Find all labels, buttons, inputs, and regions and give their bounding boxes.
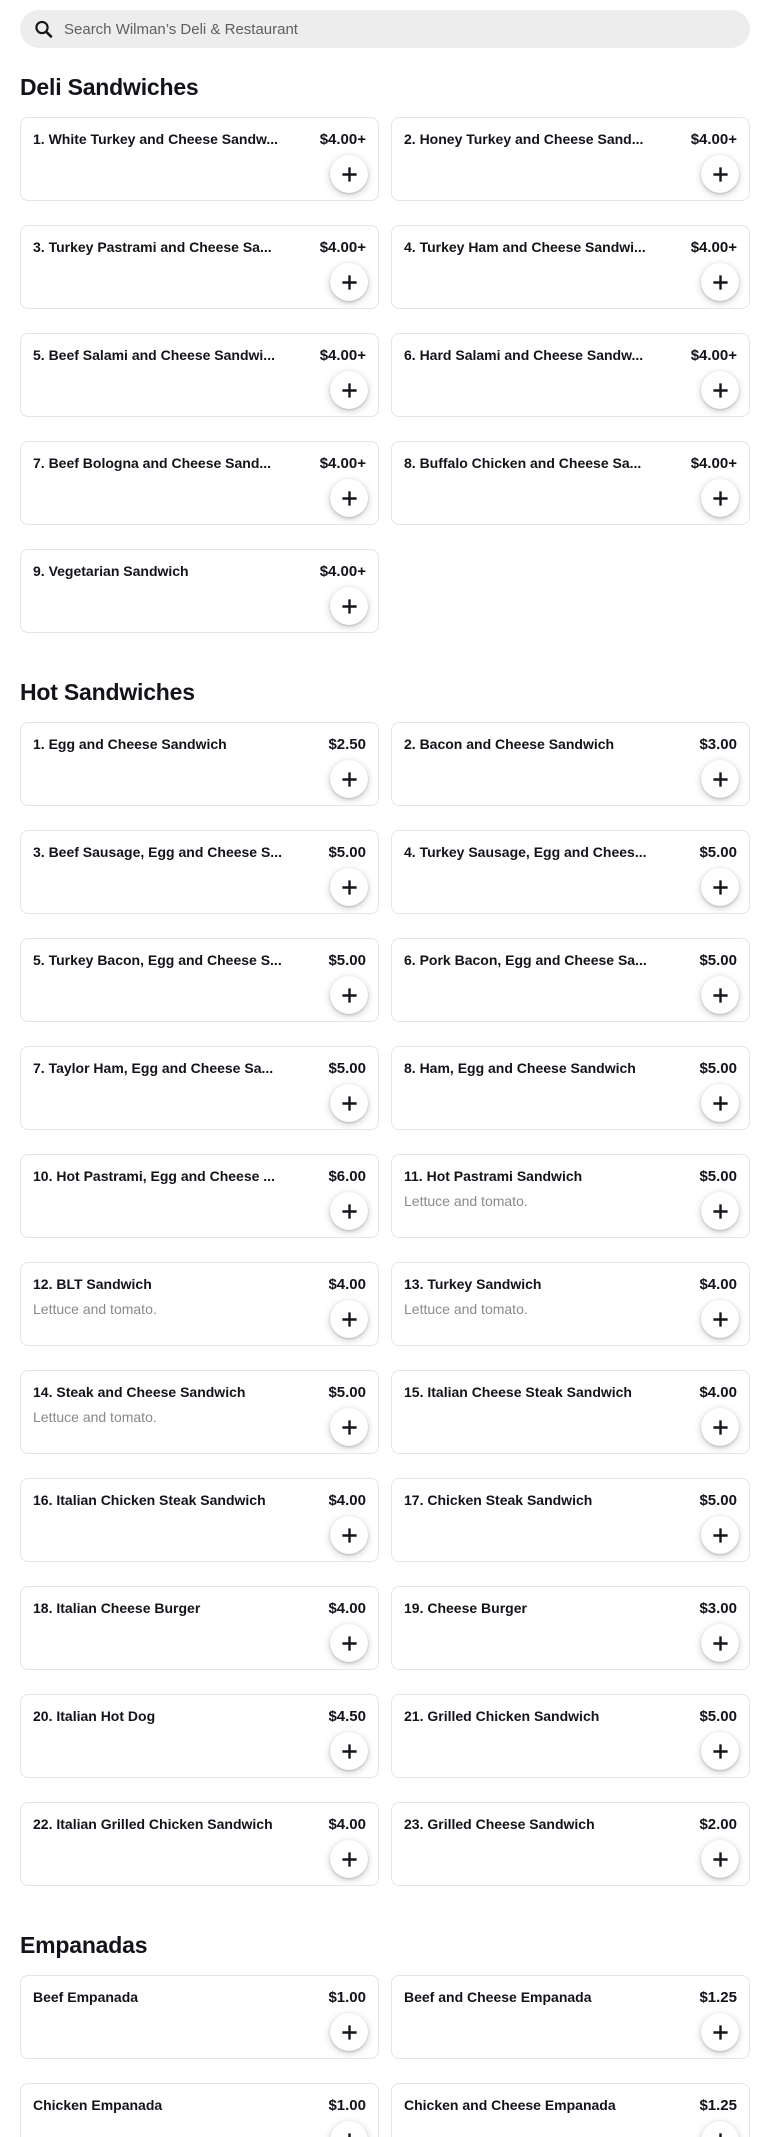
menu-item-header — [404, 1816, 737, 1834]
item-name: Beef Empanada — [33, 1989, 139, 2005]
item-price: $4.00+ — [319, 455, 366, 472]
menu-item-card[interactable] — [391, 830, 750, 914]
item-price: $4.00+ — [690, 455, 737, 472]
item-name: 2. Bacon and Cheese Sandwich — [404, 736, 615, 752]
menu-item-header — [33, 1708, 366, 1726]
item-name: Beef and Cheese Empanada — [404, 1989, 592, 2005]
item-name: 22. Italian Grilled Chicken Sandwich — [33, 1816, 273, 1832]
add-item-button[interactable] — [330, 1624, 368, 1662]
item-price: $4.00+ — [319, 347, 366, 364]
plus-icon — [341, 274, 358, 291]
plus-icon — [712, 1527, 729, 1544]
menu-item-card[interactable] — [20, 1046, 379, 1130]
add-item-button[interactable] — [701, 1516, 739, 1554]
menu-section — [20, 1932, 750, 2137]
item-name: 18. Italian Cheese Burger — [33, 1600, 201, 1616]
menu-item-card[interactable] — [20, 225, 379, 309]
item-name: 8. Buffalo Chicken and Cheese Sa... — [404, 455, 642, 471]
menu-item-header — [33, 1060, 366, 1078]
menu-item-header — [404, 844, 737, 862]
add-item-button[interactable] — [701, 2013, 739, 2051]
menu-item-header — [404, 1708, 737, 1726]
item-name: 13. Turkey Sandwich — [404, 1276, 542, 1292]
menu-item-header — [33, 952, 366, 970]
item-name: 5. Turkey Bacon, Egg and Cheese S... — [33, 952, 282, 968]
menu-item-card[interactable] — [391, 1370, 750, 1454]
item-description: Lettuce and tomato. — [33, 1408, 157, 1425]
menu-item-card[interactable] — [20, 117, 379, 201]
item-name: 4. Turkey Sausage, Egg and Chees... — [404, 844, 647, 860]
item-price: $4.00 — [328, 1600, 366, 1617]
menu-item-card[interactable] — [391, 1262, 750, 1346]
item-price: $5.00 — [328, 952, 366, 969]
item-name: 17. Chicken Steak Sandwich — [404, 1492, 593, 1508]
menu-item-header — [33, 347, 366, 365]
plus-icon — [341, 1527, 358, 1544]
item-description: Lettuce and tomato. — [33, 1300, 157, 1317]
item-price: $5.00 — [699, 1492, 737, 1509]
plus-icon — [341, 382, 358, 399]
menu-item-header — [33, 1816, 366, 1834]
menu-item-card[interactable] — [391, 1975, 750, 2059]
menu-item-card[interactable] — [391, 2083, 750, 2137]
add-item-button[interactable] — [701, 155, 739, 193]
menu-item-header — [33, 239, 366, 257]
plus-icon — [712, 2132, 729, 2137]
plus-icon — [341, 1743, 358, 1760]
menu-item-header — [404, 347, 737, 365]
menu-item-header — [33, 1989, 366, 2007]
menu-item-header — [33, 736, 366, 754]
item-price: $1.00 — [328, 2097, 366, 2114]
item-price: $5.00 — [699, 1708, 737, 1725]
item-name: 3. Turkey Pastrami and Cheese Sa... — [33, 239, 272, 255]
item-name: 23. Grilled Cheese Sandwich — [404, 1816, 595, 1832]
menu-item-header — [33, 844, 366, 862]
item-price: $6.00 — [328, 1168, 366, 1185]
item-price: $4.00+ — [319, 239, 366, 256]
menu-item-header — [404, 736, 737, 754]
menu-item-card[interactable] — [20, 1586, 379, 1670]
add-item-button[interactable] — [330, 2013, 368, 2051]
section-grid — [20, 722, 750, 1886]
add-item-button[interactable] — [701, 479, 739, 517]
section-title: Empanadas — [20, 1932, 148, 1958]
menu-item-card[interactable] — [391, 225, 750, 309]
add-item-button[interactable] — [330, 760, 368, 798]
menu-item-header — [33, 1492, 366, 1510]
item-name: 4. Turkey Ham and Cheese Sandwi... — [404, 239, 646, 255]
item-name: 7. Taylor Ham, Egg and Cheese Sa... — [33, 1060, 274, 1076]
item-price: $2.00 — [699, 1816, 737, 1833]
search-icon — [34, 20, 53, 39]
add-item-button[interactable] — [330, 1192, 368, 1230]
plus-icon — [712, 274, 729, 291]
add-item-button[interactable] — [330, 1084, 368, 1122]
plus-icon — [712, 1095, 729, 1112]
plus-icon — [341, 2132, 358, 2137]
section-title: Hot Sandwiches — [20, 679, 195, 705]
add-item-button[interactable] — [701, 371, 739, 409]
add-item-button[interactable] — [330, 263, 368, 301]
item-price: $5.00 — [328, 844, 366, 861]
item-price: $4.00+ — [690, 131, 737, 148]
plus-icon — [712, 1419, 729, 1436]
plus-icon — [341, 2024, 358, 2041]
menu-item-header — [404, 239, 737, 257]
menu-item-card[interactable] — [391, 333, 750, 417]
menu-item-card[interactable] — [20, 2083, 379, 2137]
item-price: $1.25 — [699, 2097, 737, 2114]
menu-item-header — [404, 131, 737, 149]
menu-item-card[interactable] — [391, 722, 750, 806]
add-item-button[interactable] — [330, 1516, 368, 1554]
menu-item-header — [33, 1384, 366, 1402]
add-item-button[interactable] — [701, 1732, 739, 1770]
item-price: $4.00 — [328, 1492, 366, 1509]
plus-icon — [341, 1419, 358, 1436]
item-price: $5.00 — [699, 1060, 737, 1077]
item-name: 7. Beef Bologna and Cheese Sand... — [33, 455, 272, 471]
add-item-button[interactable] — [330, 587, 368, 625]
menu-item-card[interactable] — [391, 441, 750, 525]
menu-item-header — [404, 1168, 737, 1186]
item-description: Lettuce and tomato. — [404, 1192, 528, 1209]
menu-item-card[interactable] — [20, 1262, 379, 1346]
item-description: Lettuce and tomato. — [404, 1300, 528, 1317]
menu-section — [20, 679, 750, 1886]
add-item-button[interactable] — [701, 1192, 739, 1230]
menu-item-card[interactable] — [391, 1694, 750, 1778]
plus-icon — [712, 1851, 729, 1868]
add-item-button[interactable] — [330, 868, 368, 906]
plus-icon — [712, 1311, 729, 1328]
plus-icon — [341, 1635, 358, 1652]
item-price: $1.25 — [699, 1989, 737, 2006]
plus-icon — [341, 1851, 358, 1868]
menu-item-card[interactable] — [20, 1154, 379, 1238]
menu-item-header — [33, 563, 366, 581]
plus-icon — [712, 987, 729, 1004]
section-grid — [20, 117, 750, 633]
item-name: 5. Beef Salami and Cheese Sandwi... — [33, 347, 275, 363]
item-price: $4.00 — [328, 1816, 366, 1833]
item-price: $5.00 — [328, 1384, 366, 1401]
item-price: $4.00 — [328, 1276, 366, 1293]
plus-icon — [712, 382, 729, 399]
search-input[interactable] — [20, 10, 750, 48]
menu-item-header — [33, 2097, 366, 2115]
add-item-button[interactable] — [330, 1408, 368, 1446]
item-name: 1. Egg and Cheese Sandwich — [33, 736, 227, 752]
menu-item-card[interactable] — [20, 1370, 379, 1454]
add-item-button[interactable] — [330, 371, 368, 409]
menu-item-card[interactable] — [20, 722, 379, 806]
plus-icon — [341, 771, 358, 788]
menu-item-card[interactable] — [20, 1975, 379, 2059]
item-price: $5.00 — [699, 844, 737, 861]
item-name: Chicken and Cheese Empanada — [404, 2097, 616, 2113]
add-item-button[interactable] — [701, 1084, 739, 1122]
menu-item-header — [404, 1989, 737, 2007]
add-item-button[interactable] — [701, 868, 739, 906]
menu-item-card[interactable] — [391, 1802, 750, 1886]
menu-item-header — [33, 1600, 366, 1618]
item-price: $4.00+ — [690, 239, 737, 256]
menu-item-header — [404, 1276, 737, 1294]
plus-icon — [341, 1311, 358, 1328]
menu-item-card[interactable] — [20, 549, 379, 633]
item-price: $4.00+ — [319, 563, 366, 580]
plus-icon — [341, 879, 358, 896]
add-item-button[interactable] — [701, 263, 739, 301]
item-name: 19. Cheese Burger — [404, 1600, 527, 1616]
menu-section — [20, 74, 750, 633]
item-price: $3.00 — [699, 1600, 737, 1617]
add-item-button[interactable] — [701, 1408, 739, 1446]
add-item-button[interactable] — [701, 2121, 739, 2137]
menu-item-card[interactable] — [391, 1478, 750, 1562]
section-title: Deli Sandwiches — [20, 74, 199, 100]
menu-item-card[interactable] — [20, 938, 379, 1022]
item-name: 3. Beef Sausage, Egg and Cheese S... — [33, 844, 282, 860]
item-name: 6. Pork Bacon, Egg and Cheese Sa... — [404, 952, 647, 968]
item-name: 10. Hot Pastrami, Egg and Cheese ... — [33, 1168, 275, 1184]
add-item-button[interactable] — [701, 1300, 739, 1338]
menu-item-header — [404, 1384, 737, 1402]
add-item-button[interactable] — [330, 479, 368, 517]
add-item-button[interactable] — [701, 1840, 739, 1878]
item-price: $2.50 — [328, 736, 366, 753]
item-name: 2. Honey Turkey and Cheese Sand... — [404, 131, 644, 147]
item-name: 14. Steak and Cheese Sandwich — [33, 1384, 246, 1400]
item-name: 8. Ham, Egg and Cheese Sandwich — [404, 1060, 636, 1076]
search-bar[interactable] — [20, 10, 750, 48]
add-item-button[interactable] — [330, 2121, 368, 2137]
item-name: 11. Hot Pastrami Sandwich — [404, 1168, 583, 1184]
add-item-button[interactable] — [330, 1732, 368, 1770]
add-item-button[interactable] — [330, 155, 368, 193]
item-price: $5.00 — [328, 1060, 366, 1077]
menu-item-card[interactable] — [391, 1154, 750, 1238]
item-name: 9. Vegetarian Sandwich — [33, 563, 189, 579]
menu-item-header — [404, 2097, 737, 2115]
add-item-button[interactable] — [330, 976, 368, 1014]
plus-icon — [712, 1743, 729, 1760]
plus-icon — [341, 1203, 358, 1220]
plus-icon — [712, 490, 729, 507]
menu-item-header — [404, 952, 737, 970]
add-item-button[interactable] — [330, 1300, 368, 1338]
menu-item-header — [404, 1600, 737, 1618]
menu-item-card[interactable] — [391, 1586, 750, 1670]
plus-icon — [712, 771, 729, 788]
menu-item-header — [404, 455, 737, 473]
menu-item-header — [33, 455, 366, 473]
plus-icon — [341, 166, 358, 183]
item-price: $5.00 — [699, 1168, 737, 1185]
add-item-button[interactable] — [330, 1840, 368, 1878]
plus-icon — [341, 1095, 358, 1112]
menu-item-header — [33, 1276, 366, 1294]
menu-item-card[interactable] — [20, 1802, 379, 1886]
menu-item-card[interactable] — [391, 938, 750, 1022]
item-price: $3.00 — [699, 736, 737, 753]
add-item-button[interactable] — [701, 976, 739, 1014]
item-price: $4.50 — [328, 1708, 366, 1725]
plus-icon — [341, 598, 358, 615]
item-price: $4.00+ — [690, 347, 737, 364]
item-name: 20. Italian Hot Dog — [33, 1708, 156, 1724]
item-name: 12. BLT Sandwich — [33, 1276, 152, 1292]
menu-sections — [20, 74, 750, 2137]
menu-item-card[interactable] — [20, 333, 379, 417]
item-name: 6. Hard Salami and Cheese Sandw... — [404, 347, 644, 363]
menu-item-card[interactable] — [20, 441, 379, 525]
menu-item-card[interactable] — [391, 117, 750, 201]
plus-icon — [712, 1203, 729, 1220]
menu-item-card[interactable] — [391, 1046, 750, 1130]
item-name: 21. Grilled Chicken Sandwich — [404, 1708, 600, 1724]
menu-item-header — [404, 1060, 737, 1078]
item-name: 15. Italian Cheese Steak Sandwich — [404, 1384, 632, 1400]
item-name: 16. Italian Chicken Steak Sandwich — [33, 1492, 266, 1508]
menu-item-card[interactable] — [20, 830, 379, 914]
menu-item-header — [33, 1168, 366, 1186]
item-price: $4.00+ — [319, 131, 366, 148]
plus-icon — [712, 2024, 729, 2041]
item-name: Chicken Empanada — [33, 2097, 163, 2113]
item-name: 1. White Turkey and Cheese Sandw... — [33, 131, 279, 147]
add-item-button[interactable] — [701, 760, 739, 798]
menu-item-card[interactable] — [20, 1478, 379, 1562]
item-price: $5.00 — [699, 952, 737, 969]
menu-item-header — [33, 131, 366, 149]
plus-icon — [341, 987, 358, 1004]
menu-item-card[interactable] — [20, 1694, 379, 1778]
plus-icon — [712, 1635, 729, 1652]
plus-icon — [712, 879, 729, 896]
plus-icon — [712, 166, 729, 183]
item-price: $4.00 — [699, 1276, 737, 1293]
section-grid — [20, 1975, 750, 2137]
item-price: $4.00 — [699, 1384, 737, 1401]
item-price: $1.00 — [328, 1989, 366, 2006]
menu-item-header — [404, 1492, 737, 1510]
add-item-button[interactable] — [701, 1624, 739, 1662]
plus-icon — [341, 490, 358, 507]
